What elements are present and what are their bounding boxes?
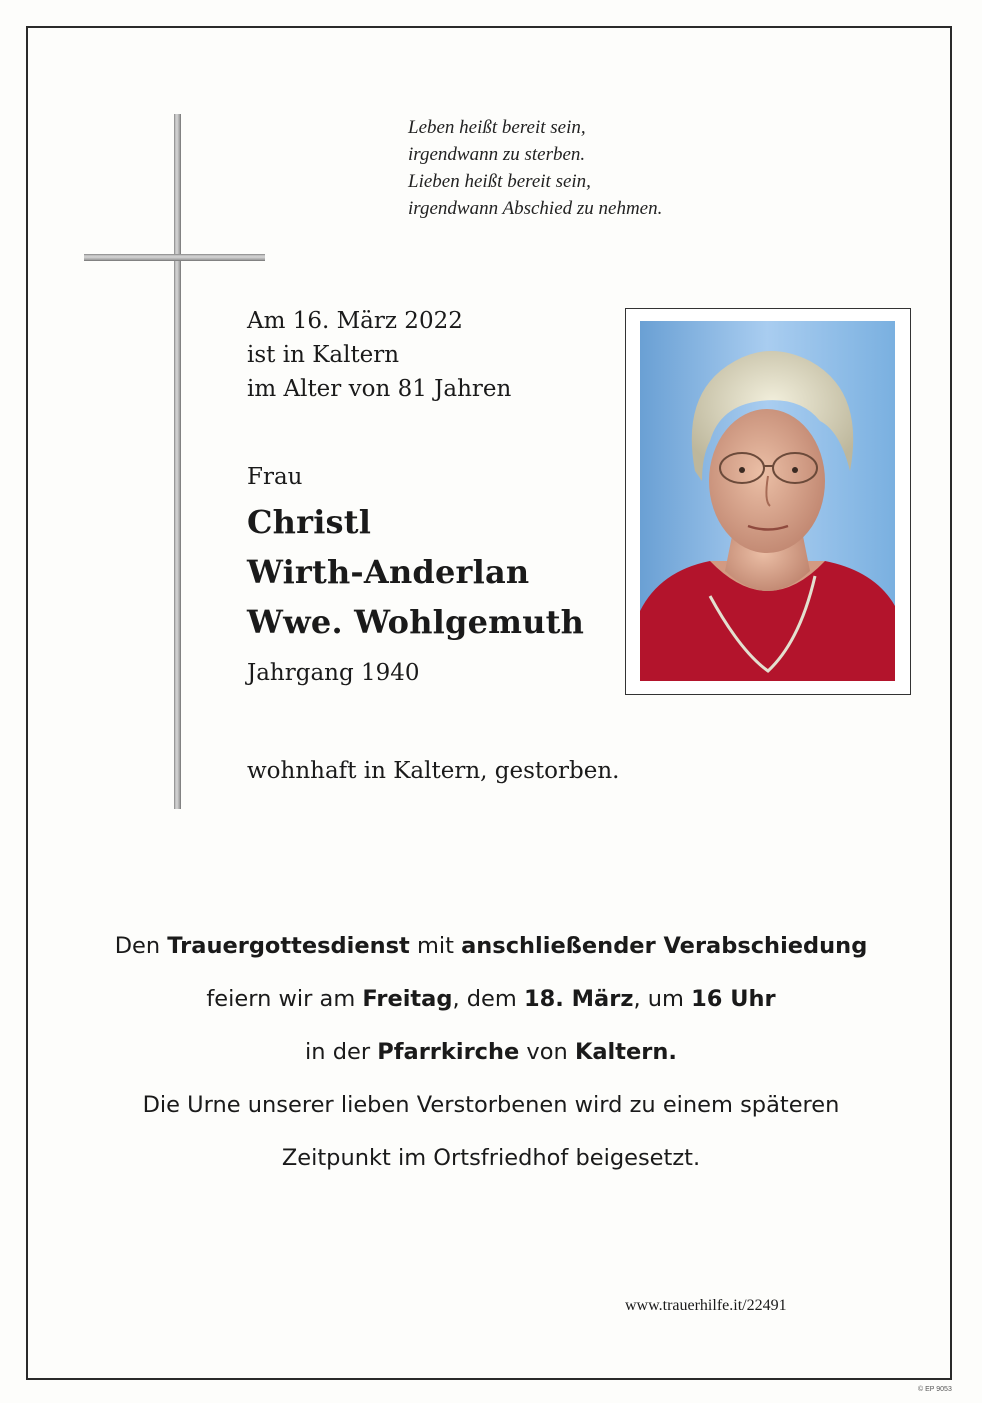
name-line: Wwe. Wohlgemuth <box>247 603 585 641</box>
emphasis-text: 16 Uhr <box>691 986 776 1012</box>
age-line: im Alter von 81 Jahren <box>247 376 512 402</box>
emphasis-text: Trauergottesdienst <box>167 933 410 959</box>
portrait-image <box>640 321 895 681</box>
cross-icon <box>174 114 181 809</box>
deceased-name <box>247 497 584 647</box>
funeral-details <box>60 920 922 1185</box>
urn-line-1: Die Urne unserer lieben Verstorbenen wird zu einem späteren <box>142 1092 840 1118</box>
place-line: ist in Kaltern <box>247 342 400 368</box>
plain-text: , dem <box>452 986 524 1012</box>
emphasis-text: Kaltern. <box>574 1039 677 1065</box>
emphasis-text: anschließender Verabschiedung <box>461 933 868 959</box>
residence-line: wohnhaft in Kaltern, gestorben. <box>247 758 620 784</box>
motto-verse <box>408 114 808 222</box>
death-announcement <box>247 304 511 406</box>
date-line: Am 16. März 2022 <box>247 308 463 334</box>
service-line-3 <box>60 1026 922 1079</box>
emphasis-text: 18. März <box>523 986 634 1012</box>
urn-line-2: Zeitpunkt im Ortsfriedhof beigesetzt. <box>281 1145 701 1171</box>
motto-line: Lieben heißt bereit sein, <box>408 171 591 192</box>
name-line: Wirth-Anderlan <box>247 553 530 591</box>
plain-text: von <box>519 1039 575 1065</box>
emphasis-text: Pfarrkirche <box>377 1039 520 1065</box>
portrait-frame <box>625 308 911 695</box>
portrait-photo <box>640 321 895 681</box>
service-line-2 <box>60 973 922 1026</box>
print-code: © EP 9053 <box>918 1386 952 1393</box>
emphasis-text: Freitag <box>362 986 453 1012</box>
plain-text: Den <box>114 933 168 959</box>
name-line: Christl <box>247 503 372 541</box>
salutation: Frau <box>247 464 303 490</box>
motto-line: irgendwann Abschied zu nehmen. <box>408 198 663 219</box>
plain-text: feiern wir am <box>206 986 363 1012</box>
motto-line: irgendwann zu sterben. <box>408 144 586 165</box>
service-line-1 <box>60 920 922 973</box>
website-link[interactable]: www.trauerhilfe.it/22491 <box>625 1297 787 1314</box>
birth-year: Jahrgang 1940 <box>247 660 420 686</box>
plain-text: , um <box>633 986 692 1012</box>
motto-line: Leben heißt bereit sein, <box>408 117 586 138</box>
cross-icon-crossbar <box>84 254 265 261</box>
plain-text: in der <box>305 1039 378 1065</box>
plain-text: mit <box>409 933 462 959</box>
